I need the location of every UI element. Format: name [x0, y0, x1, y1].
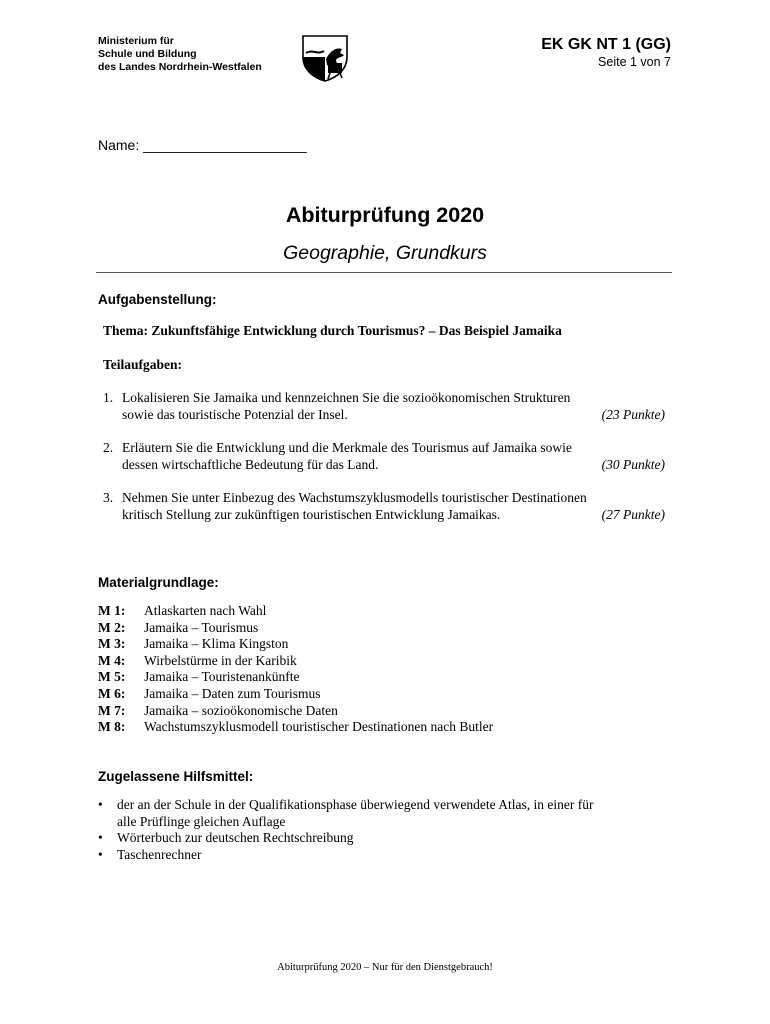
- task-text: Lokalisieren Sie Jamaika und kennzeichnen Sie die sozioökonomischen Strukturen: [122, 390, 571, 405]
- task-item: [103, 390, 665, 423]
- ministry-name: [98, 35, 262, 74]
- task-text: dessen wirtschaftliche Bedeutung für das Land.: [122, 456, 379, 472]
- aid-text: Wörterbuch zur deutschen Rechtschreibung: [117, 830, 354, 845]
- task-text: sowie das touristische Potenzial der Insel.: [122, 406, 348, 422]
- page-title: Abiturprüfung 2020: [285, 203, 485, 227]
- aid-text: der an der Schule in der Qualifikationsphase überwiegend verwendete Atlas, in einer für: [117, 797, 594, 812]
- aid-text: Taschenrechner: [117, 846, 202, 862]
- material-id: M 5:: [98, 669, 126, 685]
- aids-list: [98, 797, 673, 863]
- task-item: [103, 490, 665, 523]
- material-id: M 3:: [98, 636, 126, 652]
- task-number: 3.: [103, 490, 114, 505]
- material-item: [98, 719, 493, 736]
- material-text: Atlaskarten nach Wahl: [144, 603, 267, 618]
- material-item: [98, 653, 493, 670]
- material-text: Jamaika – Klima Kingston: [144, 636, 289, 652]
- aid-item: [98, 847, 673, 864]
- material-id: M 1:: [98, 603, 126, 618]
- material-id: M 6:: [98, 685, 126, 701]
- material-item: [98, 703, 493, 720]
- bullet-icon: •: [98, 846, 103, 862]
- material-text: Wachstumszyklusmodell touristischer Destinationen nach Butler: [144, 719, 494, 735]
- task-text: Erläutern Sie die Entwicklung und die Merkmale des Tourismus auf Jamaika sowie: [122, 440, 572, 455]
- ministry-line: Schule und Bildung: [98, 48, 197, 60]
- materials-heading: Materialgrundlage:: [98, 575, 219, 590]
- subtasks-label: Teilaufgaben:: [103, 357, 183, 372]
- material-item: [98, 686, 493, 703]
- bullet-icon: •: [98, 830, 103, 845]
- task-number: 2.: [103, 440, 114, 455]
- task-points: (30 Punkte): [601, 456, 665, 472]
- name-field[interactable]: Name: _____________________: [98, 137, 307, 153]
- task-points: (23 Punkte): [601, 406, 665, 422]
- bullet-icon: •: [98, 797, 103, 812]
- aids-heading: Zugelassene Hilfsmittel:: [98, 769, 254, 784]
- title-divider: [96, 272, 672, 273]
- material-item: [98, 669, 493, 686]
- page-subtitle: Geographie, Grundkurs: [283, 242, 487, 264]
- aid-item: [98, 797, 673, 830]
- ministry-line: Ministerium für: [98, 35, 174, 47]
- materials-list: [98, 603, 493, 736]
- exam-theme: Thema: Zukunftsfähige Entwicklung durch Tourismus? – Das Beispiel Jamaika: [103, 323, 562, 338]
- material-text: Wirbelstürme in der Karibik: [144, 652, 297, 668]
- task-heading: Aufgabenstellung:: [98, 292, 217, 307]
- footer-note: Abiturprüfung 2020 – Nur für den Dienstgebrauch!: [277, 962, 493, 973]
- nrw-coat-of-arms-icon: [300, 33, 350, 83]
- exam-code-block: [541, 35, 671, 69]
- material-text: Jamaika – sozioökonomische Daten: [144, 702, 338, 718]
- material-item: [98, 603, 493, 620]
- aid-item: [98, 830, 673, 847]
- material-item: [98, 620, 493, 637]
- aid-text: alle Prüflinge gleichen Auflage: [117, 813, 286, 829]
- material-id: M 7:: [98, 702, 126, 718]
- material-text: Jamaika – Touristenankünfte: [144, 669, 300, 685]
- task-points: (27 Punkte): [601, 506, 665, 522]
- material-id: M 4:: [98, 652, 126, 668]
- material-id: M 2:: [98, 619, 126, 635]
- material-item: [98, 636, 493, 653]
- task-text: kritisch Stellung zur zukünftigen touristischen Entwicklung Jamaikas.: [122, 506, 501, 522]
- task-item: [103, 440, 665, 473]
- page-info: Seite 1 von 7: [598, 55, 671, 69]
- material-id: M 8:: [98, 719, 126, 735]
- task-number: 1.: [103, 390, 114, 405]
- exam-code: EK GK NT 1 (GG): [541, 36, 671, 53]
- material-text: Jamaika – Daten zum Tourismus: [144, 685, 321, 701]
- task-text: Nehmen Sie unter Einbezug des Wachstumszyklusmodells touristischer Destinationen: [122, 490, 587, 505]
- ministry-line: des Landes Nordrhein-Westfalen: [98, 61, 262, 73]
- material-text: Jamaika – Tourismus: [144, 619, 259, 635]
